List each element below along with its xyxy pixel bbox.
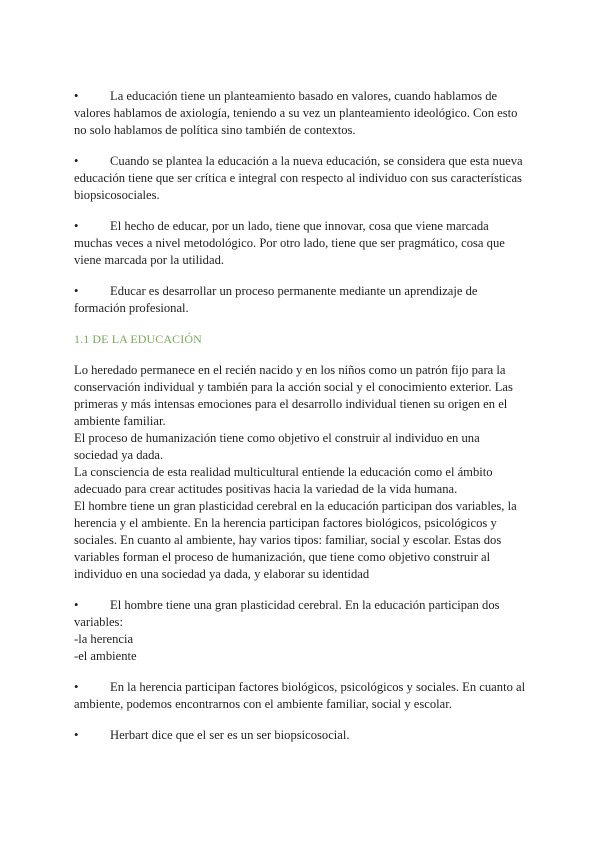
section-body (74, 362, 526, 583)
body-paragraph: El hombre tiene un gran plasticidad cerebral en la educación participan dos variables, la herencia y el ambiente. En la herencia participan factores biológicos, psicológicos y sociales. En cuanto al ambiente, hay varios tipos: familiar, social y escolar. Estas dos variables forman el proceso de humanización, que tiene como objetivo construir al individuo en una sociedad ya dada, y elaborar su identidad (74, 499, 517, 581)
bullet-text: Herbart dice que el ser es un ser biopsicosocial. (110, 728, 350, 742)
body-paragraph: Lo heredado permanece en el recién nacido y en los niños como un patrón fijo para la conservación individual y también para la acción social y el conocimiento exterior. Las primeras y más intensas emociones para el desarrollo individual tienen su origen en el ambiente familiar. (74, 363, 513, 428)
bullet-paragraph (74, 218, 526, 269)
bullet-paragraph (74, 283, 526, 317)
bullet-icon: • (74, 284, 79, 298)
bullet-paragraph (74, 153, 526, 204)
bullet-text: La educación tiene un planteamiento basado en valores, cuando hablamos de valores hablamos de axiología, teniendo a su vez un planteamiento ideológico. Con esto no solo hablamos de política sino también de contextos. (74, 89, 518, 137)
bullet-text: El hecho de educar, por un lado, tiene que innovar, cosa que viene marcada muchas veces a nivel metodológico. Por otro lado, tiene que ser pragmático, cosa que viene marcada por la utilidad. (74, 219, 505, 267)
bullet-icon: • (74, 219, 79, 233)
bullet-paragraph (74, 597, 526, 631)
bullet-icon: • (74, 154, 79, 168)
bullet-paragraph (74, 679, 526, 713)
bullet-icon: • (74, 598, 79, 612)
section-heading: 1.1 DE LA EDUCACIÓN (74, 332, 202, 346)
bullet-text: Cuando se plantea la educación a la nueva educación, se considera que esta nueva educación tiene que ser crítica e integral con respecto al individuo con sus características biopsicosociales. (74, 154, 523, 202)
sub-item: -el ambiente (74, 649, 137, 663)
body-paragraph: El proceso de humanización tiene como objetivo el construir al individuo en una sociedad ya dada. (74, 431, 480, 462)
sub-item: -la herencia (74, 632, 134, 646)
bullet-paragraph (74, 727, 526, 744)
body-paragraph: La consciencia de esta realidad multicultural entiende la educación como el ámbito adecuado para crear actitudes positivas hacia la variedad de la vida humana. (74, 465, 493, 496)
bullet-icon: • (74, 89, 79, 103)
bullet-icon: • (74, 728, 79, 742)
bullet-icon: • (74, 680, 79, 694)
bullet-paragraph (74, 88, 526, 139)
bullet-text: En la herencia participan factores biológicos, psicológicos y sociales. En cuanto al ambiente, podemos encontrarnos con el ambiente familiar, social y escolar. (74, 680, 526, 711)
bullet-text: Educar es desarrollar un proceso permanente mediante un aprendizaje de formación profesional. (74, 284, 478, 315)
bullet-text: El hombre tiene una gran plasticidad cerebral. En la educación participan dos variables: (74, 598, 500, 629)
